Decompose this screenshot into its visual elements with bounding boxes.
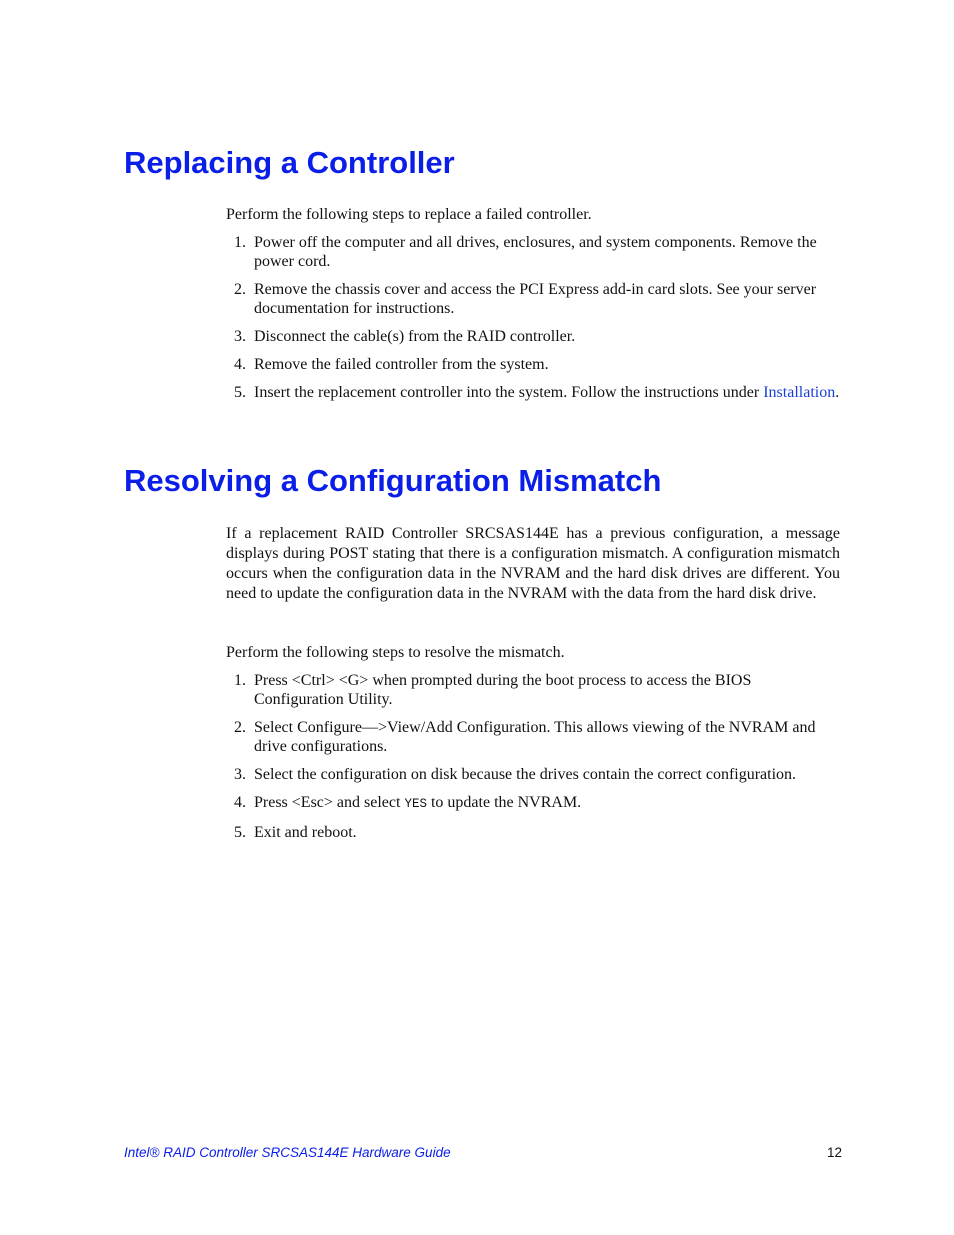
code-yes: YES	[404, 797, 427, 811]
section-heading-replacing-controller: Replacing a Controller	[124, 145, 455, 180]
footer-document-title: Intel® RAID Controller SRCSAS144E Hardware Guide	[124, 1145, 451, 1160]
step-number: 4.	[234, 794, 246, 811]
step-text: Press <Esc> and select	[254, 794, 405, 811]
list-item	[226, 233, 840, 271]
step-text: Remove the chassis cover and access the PCI Express add-in card slots. See your server documentation for instructions.	[254, 281, 817, 317]
footer-page-number: 12	[826, 1145, 842, 1160]
step-number: 2.	[234, 719, 246, 736]
step-number: 5.	[234, 384, 246, 401]
list-item	[226, 793, 840, 814]
step-text: Select the configuration on disk because the drives contain the correct configuration.	[254, 766, 797, 783]
list-item	[226, 718, 840, 756]
step-text: Press <Ctrl> <G> when prompted during the boot process to access the BIOS Configuration Utility.	[254, 672, 752, 708]
section2-steps-list	[226, 671, 840, 851]
step-number: 4.	[234, 356, 246, 373]
list-item	[226, 355, 840, 374]
step-text-end: .	[835, 384, 840, 401]
section1-steps-list	[226, 233, 840, 411]
step-number: 2.	[234, 281, 246, 298]
section2-paragraph: If a replacement RAID Controller SRCSAS144E has a previous configuration, a message displays during POST stating that there is a configuration mismatch. A configuration mismatch occurs when the configuration data in the NVRAM and the hard disk drives are different. You need to update the configuration data in the NVRAM with the data from the hard disk drive.	[226, 525, 840, 602]
list-item	[226, 327, 840, 346]
list-item	[226, 823, 840, 842]
installation-link[interactable]: Installation	[763, 384, 836, 401]
list-item	[226, 383, 840, 402]
section1-intro: Perform the following steps to replace a failed controller.	[226, 206, 592, 223]
step-text: Remove the failed controller from the system.	[254, 356, 549, 373]
step-text-end: to update the NVRAM.	[426, 794, 582, 811]
step-text: Select Configure—>View/Add Configuration. This allows viewing of the NVRAM and drive configurations.	[254, 719, 816, 755]
step-number: 5.	[234, 824, 246, 841]
step-text: Power off the computer and all drives, enclosures, and system components. Remove the power cord.	[254, 234, 817, 270]
section-heading-resolving-mismatch: Resolving a Configuration Mismatch	[124, 463, 662, 498]
list-item	[226, 280, 840, 318]
step-text: Exit and reboot.	[254, 824, 357, 841]
step-text: Disconnect the cable(s) from the RAID controller.	[254, 328, 576, 345]
section2-intro: Perform the following steps to resolve the mismatch.	[226, 644, 565, 661]
step-number: 1.	[234, 672, 246, 689]
step-number: 3.	[234, 766, 246, 783]
step-text: Insert the replacement controller into the system. Follow the instructions under	[254, 384, 764, 401]
list-item	[226, 765, 840, 784]
list-item	[226, 671, 840, 709]
step-number: 3.	[234, 328, 246, 345]
step-number: 1.	[234, 234, 246, 251]
